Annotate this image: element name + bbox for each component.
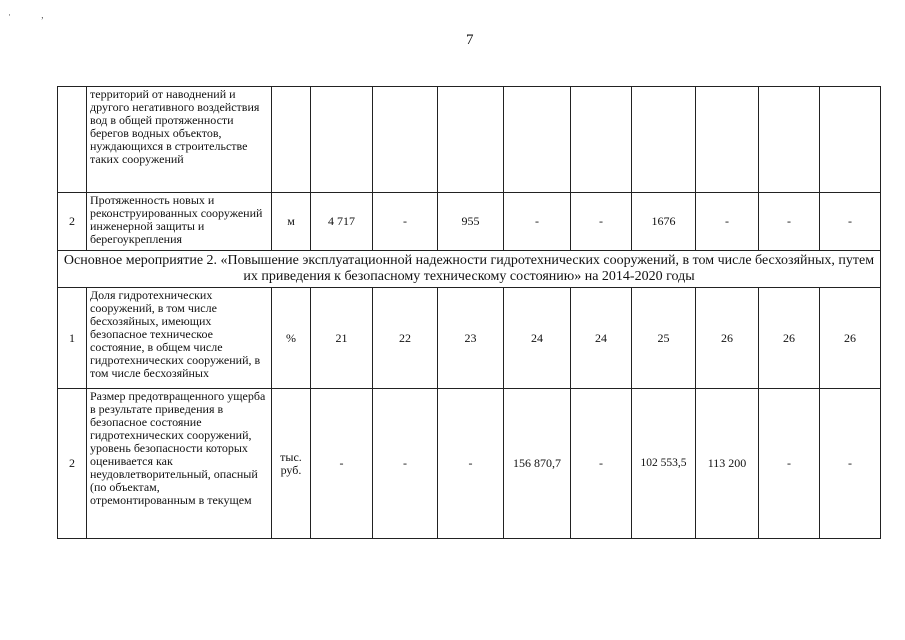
row-number: 2 (58, 389, 87, 539)
value-cell: - (696, 193, 759, 251)
value-cell: - (571, 193, 632, 251)
unit-cell: м (272, 193, 311, 251)
value-cell: 24 (571, 288, 632, 389)
value-cell (373, 87, 438, 193)
table-row (58, 389, 881, 539)
value-cell: 24 (504, 288, 571, 389)
value-cell: - (311, 389, 373, 539)
row-number: 2 (58, 193, 87, 251)
indicators-table (57, 86, 881, 539)
table-row (58, 193, 881, 251)
value-cell: - (759, 193, 820, 251)
indicator-description: Протяженность новых и реконструированных сооружений инженерной защиты и берегоукрепления (87, 193, 272, 251)
page-number: 7 (466, 32, 474, 48)
value-cell: 26 (696, 288, 759, 389)
value-cell: - (373, 193, 438, 251)
value-cell (820, 87, 881, 193)
value-cell: - (820, 389, 881, 539)
table-row (58, 87, 881, 193)
value-cell (311, 87, 373, 193)
value-cell: - (759, 389, 820, 539)
value-cell: 22 (373, 288, 438, 389)
unit-cell: тыс. руб. (272, 389, 311, 539)
indicator-description: территорий от наводнений и другого негативного воздействия вод в общей протяженности берегов водных объектов, нуждающихся в строительстве таких сооружений (87, 87, 272, 193)
indicator-description: Доля гидротехнических сооружений, в том числе бесхозяйных, имеющих безопасное техническое состояние, в общем числе гидротехнических сооружений, в том числе бесхозяйных (87, 288, 272, 389)
unit-cell (272, 87, 311, 193)
value-cell: 23 (438, 288, 504, 389)
value-cell: 4 717 (311, 193, 373, 251)
value-cell (759, 87, 820, 193)
value-cell: 1676 (632, 193, 696, 251)
value-cell: 156 870,7 (504, 389, 571, 539)
section-title: Основное мероприятие 2. «Повышение эксплуатационной надежности гидротехнических сооружений, в том числе бесхозяйных, путем их приведения к безопасному техническому состоянию» на 2014-2020 годы (58, 251, 881, 288)
indicator-description: Размер предотвращенного ущерба в результате приведения в безопасное состояние гидротехнических сооружений, уровень безопасности которых оценивается как неудовлетворительный, опасный (по объектам, отремонтированным в текущем (87, 389, 272, 539)
value-cell (504, 87, 571, 193)
value-cell (571, 87, 632, 193)
section-row (58, 251, 881, 288)
value-cell: 25 (632, 288, 696, 389)
unit-cell: % (272, 288, 311, 389)
value-cell: 955 (438, 193, 504, 251)
row-number (58, 87, 87, 193)
value-cell: - (820, 193, 881, 251)
value-cell: - (373, 389, 438, 539)
table-row (58, 288, 881, 389)
value-cell: - (438, 389, 504, 539)
value-cell: 26 (759, 288, 820, 389)
value-cell: 102 553,5 (632, 389, 696, 539)
value-cell (438, 87, 504, 193)
value-cell: - (504, 193, 571, 251)
value-cell: 26 (820, 288, 881, 389)
value-cell: 21 (311, 288, 373, 389)
corner-marks: · , (8, 10, 58, 20)
value-cell (632, 87, 696, 193)
value-cell (696, 87, 759, 193)
value-cell: - (571, 389, 632, 539)
row-number: 1 (58, 288, 87, 389)
value-cell: 113 200 (696, 389, 759, 539)
